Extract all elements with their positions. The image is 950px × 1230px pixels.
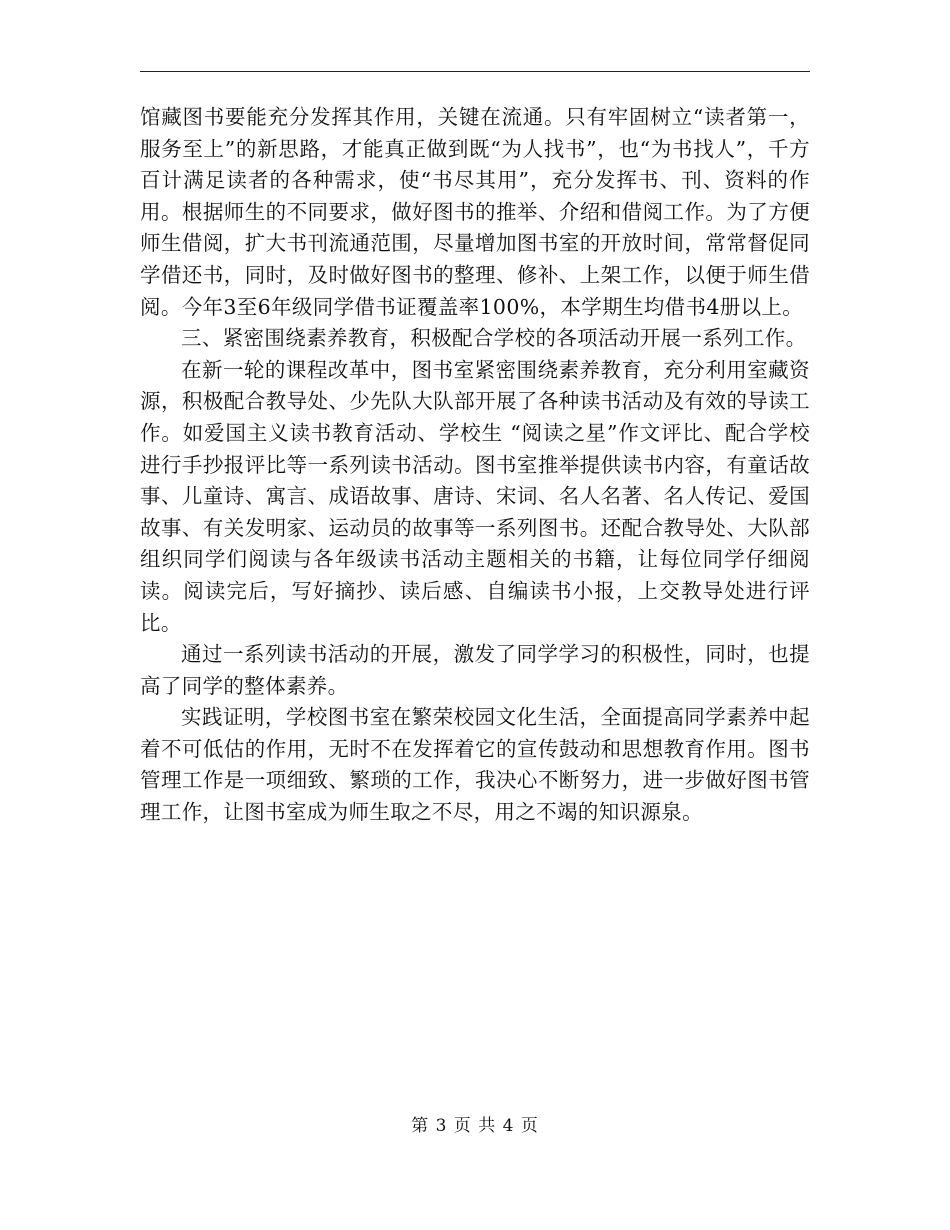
page-number-total: 4 [502, 1116, 515, 1136]
paragraph-activity-results: 通过一系列读书活动的开展，激发了同学学习的积极性，同时，也提高了同学的整体素养。 [140, 642, 810, 698]
page-footer [0, 1115, 950, 1137]
page-footer-prefix: 第 [411, 1116, 430, 1136]
page-footer-suffix: 页 [520, 1116, 539, 1136]
page-number-current: 3 [435, 1116, 448, 1136]
paragraph-reading-activities: 在新一轮的课程改革中，图书室紧密围绕素养教育，充分利用室藏资源，积极配合教导处、少先队大队部开展了各种读书活动及有效的导读工作。如爱国主义读书教育活动、学校生 “阅读之星”作文评比、配合学校进行手抄报评比等一系列读书活动。图书室推举提供读书内容，有童话故事、儿童诗、寓言、成语故事、唐诗、宋词、名人名著、名人传记、爱国故事、有关发明家、运动员的故事等一系列图书。还配合教导处、大队部组织同学们阅读与各年级读书活动主题相关的书籍，让每位同学仔细阅读。阅读完后，写好摘抄、读后感、自编读书小报，上交教导处进行评比。 [140, 357, 810, 635]
paragraph-conclusion: 实践证明，学校图书室在繁荣校园文化生活，全面提高同学素养中起着不可低估的作用，无时不在发挥着它的宣传鼓动和思想教育作用。图书管理工作是一项细致、繁琐的工作，我决心不断努力，进一步做好图书管理工作，让图书室成为师生取之不尽，用之不竭的知识源泉。 [140, 705, 810, 825]
header-rule [140, 71, 810, 72]
paragraph-library-circulation: 馆藏图书要能充分发挥其作用，关键在流通。只有牢固树立“读者第一，服务至上”的新思路，才能真正做到既“为人找书”，也“为书找人”，千方百计满足读者的各种需求，使“书尽其用”，充分发挥书、刊、资料的作用。根据师生的不同要求，做好图书的推举、介绍和借阅工作。为了方便师生借阅，扩大书刊流通范围，尽量增加图书室的开放时间，常常督促同学借还书，同时，及时做好图书的整理、修补、上架工作，以便于师生借阅。今年3至6年级同学借书证覆盖率100%，本学期生均借书4册以上。 [140, 105, 810, 319]
page-footer-middle: 页 共 [453, 1116, 497, 1136]
document-body [140, 102, 810, 829]
section-heading-quality-education: 三、紧密围绕素养教育，积极配合学校的各项活动开展一系列工作。 [181, 326, 807, 351]
